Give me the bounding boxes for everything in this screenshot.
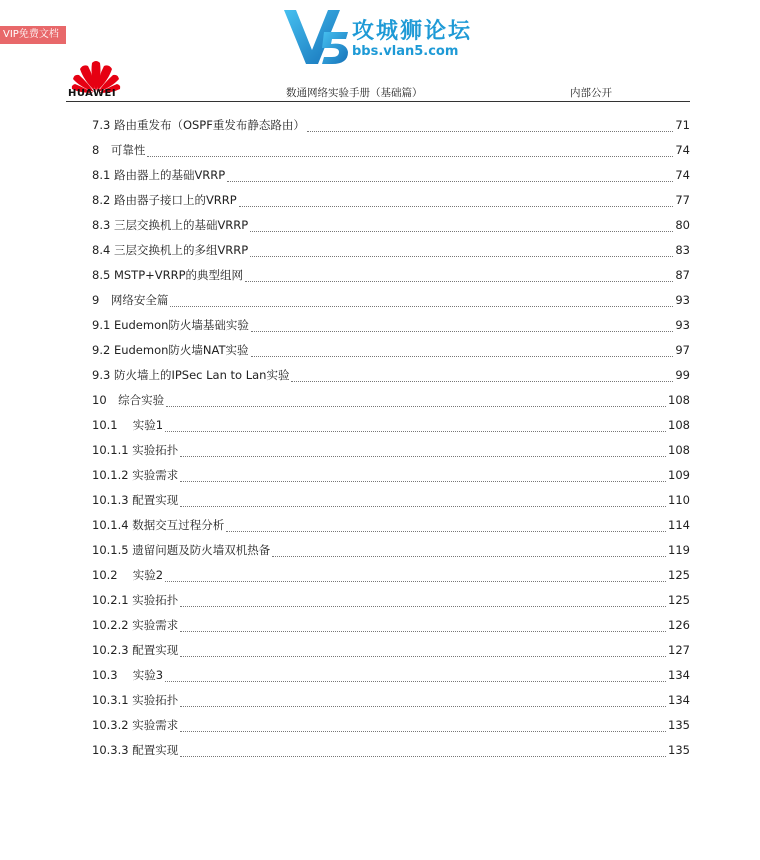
toc-dot-leader: [165, 680, 666, 682]
toc-dot-leader: [239, 205, 674, 207]
toc-entry-page: 77: [675, 193, 690, 207]
toc-dot-leader: [180, 505, 666, 507]
toc-entry[interactable]: [92, 663, 690, 688]
document-title: 数通网络实验手册（基础篇）: [286, 87, 423, 99]
toc-entry-title: 10.3.3 配置实现: [92, 743, 179, 757]
toc-entry-title: 9.2 Eudemon防火墙NAT实验: [92, 343, 249, 357]
toc-entry[interactable]: [92, 238, 690, 263]
toc-entry-title: 8.5 MSTP+VRRP的典型组网: [92, 268, 244, 282]
toc-entry-page: 108: [668, 443, 690, 457]
toc-entry[interactable]: [92, 213, 690, 238]
toc-dot-leader: [165, 430, 666, 432]
huawei-wordmark: HUAWEI: [68, 88, 117, 99]
toc-entry[interactable]: [92, 138, 690, 163]
toc-entry-page: 135: [668, 743, 690, 757]
toc-entry[interactable]: [92, 263, 690, 288]
toc-entry[interactable]: [92, 738, 690, 763]
toc-entry-page: 74: [675, 168, 690, 182]
toc-dot-leader: [180, 455, 666, 457]
toc-dot-leader: [165, 580, 666, 582]
toc-entry[interactable]: [92, 638, 690, 663]
toc-dot-leader: [251, 355, 674, 357]
toc-entry[interactable]: [92, 538, 690, 563]
toc-entry-title: 10.1.4 数据交互过程分析: [92, 518, 225, 532]
toc-entry-page: 71: [675, 118, 690, 132]
toc-entry-title: 10.1.5 遗留问题及防火墙双机热备: [92, 543, 271, 557]
toc-entry[interactable]: [92, 163, 690, 188]
table-of-contents: [92, 113, 690, 763]
toc-dot-leader: [251, 330, 673, 332]
toc-entry-title: 10.2.3 配置实现: [92, 643, 179, 657]
toc-entry[interactable]: [92, 713, 690, 738]
toc-entry-page: 87: [675, 268, 690, 282]
toc-entry-page: 135: [668, 718, 690, 732]
toc-entry-page: 110: [668, 493, 690, 507]
toc-dot-leader: [291, 380, 673, 382]
toc-entry-title: 8.1 路由器上的基础VRRP: [92, 168, 226, 182]
toc-entry-title: 10 综合实验: [92, 393, 165, 407]
toc-entry-title: 7.3 路由重发布（OSPF重发布静态路由）: [92, 118, 305, 132]
toc-entry[interactable]: [92, 613, 690, 638]
toc-entry[interactable]: [92, 413, 690, 438]
toc-dot-leader: [166, 405, 666, 407]
toc-entry-title: 8.3 三层交换机上的基础VRRP: [92, 218, 249, 232]
toc-entry[interactable]: [92, 313, 690, 338]
toc-entry-title: 10.3.1 实验拓扑: [92, 693, 179, 707]
toc-entry-page: 119: [668, 543, 690, 557]
toc-entry[interactable]: [92, 688, 690, 713]
toc-entry[interactable]: [92, 563, 690, 588]
toc-dot-leader: [250, 230, 673, 232]
toc-entry-page: 93: [675, 318, 690, 332]
toc-entry-page: 127: [668, 643, 690, 657]
toc-entry-title: 9.1 Eudemon防火墙基础实验: [92, 318, 249, 332]
toc-dot-leader: [180, 605, 666, 607]
toc-entry-page: 108: [668, 418, 690, 432]
toc-entry[interactable]: [92, 113, 690, 138]
toc-dot-leader: [147, 155, 673, 157]
toc-entry-title: 10.2.2 实验需求: [92, 618, 179, 632]
toc-entry-title: 9.3 防火墙上的IPSec Lan to Lan实验: [92, 368, 290, 382]
toc-entry-page: 97: [675, 343, 690, 357]
toc-entry[interactable]: [92, 513, 690, 538]
toc-entry[interactable]: [92, 438, 690, 463]
toc-dot-leader: [272, 555, 666, 557]
toc-dot-leader: [180, 480, 666, 482]
vip-free-badge: VIP免费文档: [0, 26, 66, 44]
toc-entry-title: 8.2 路由器子接口上的VRRP: [92, 193, 237, 207]
toc-dot-leader: [180, 705, 666, 707]
toc-dot-leader: [170, 305, 673, 307]
toc-entry-page: 134: [668, 668, 690, 682]
toc-entry-title: 10.1 实验1: [92, 418, 164, 432]
site-name: 攻城狮论坛: [352, 19, 473, 44]
toc-entry[interactable]: [92, 588, 690, 613]
toc-entry[interactable]: [92, 188, 690, 213]
toc-entry-title: 10.3.2 实验需求: [92, 718, 179, 732]
toc-entry-page: 83: [675, 243, 690, 257]
toc-entry-title: 9 网络安全篇: [92, 293, 169, 307]
toc-entry-title: 10.2 实验2: [92, 568, 164, 582]
toc-entry-page: 74: [675, 143, 690, 157]
toc-entry-title: 10.2.1 实验拓扑: [92, 593, 179, 607]
toc-entry-title: 8.4 三层交换机上的多组VRRP: [92, 243, 249, 257]
toc-entry-title: 10.1.1 实验拓扑: [92, 443, 179, 457]
toc-dot-leader: [180, 755, 666, 757]
toc-entry-title: 10.1.3 配置实现: [92, 493, 179, 507]
toc-dot-leader: [180, 730, 666, 732]
toc-dot-leader: [227, 180, 673, 182]
toc-entry-title: 10.1.2 实验需求: [92, 468, 179, 482]
toc-dot-leader: [245, 280, 673, 282]
toc-entry-page: 134: [668, 693, 690, 707]
toc-entry-page: 125: [668, 568, 690, 582]
toc-entry-page: 109: [668, 468, 690, 482]
toc-entry-page: 108: [668, 393, 690, 407]
toc-entry[interactable]: [92, 463, 690, 488]
toc-dot-leader: [307, 130, 674, 132]
toc-entry-page: 125: [668, 593, 690, 607]
toc-entry-title: 8 可靠性: [92, 143, 146, 157]
toc-entry-page: 126: [668, 618, 690, 632]
toc-entry-title: 10.3 实验3: [92, 668, 164, 682]
toc-entry-page: 93: [675, 293, 690, 307]
toc-entry-page: 80: [675, 218, 690, 232]
toc-entry-page: 114: [668, 518, 690, 532]
toc-dot-leader: [180, 655, 666, 657]
toc-entry-page: 99: [675, 368, 690, 382]
toc-entry[interactable]: [92, 338, 690, 363]
toc-entry[interactable]: [92, 363, 690, 388]
toc-entry[interactable]: [92, 388, 690, 413]
toc-entry[interactable]: [92, 488, 690, 513]
document-classification: 内部公开: [570, 87, 612, 99]
header-divider: [66, 101, 690, 102]
site-url: bbs.vlan5.com: [352, 44, 459, 59]
toc-dot-leader: [226, 530, 666, 532]
toc-entry[interactable]: [92, 288, 690, 313]
toc-dot-leader: [250, 255, 673, 257]
toc-dot-leader: [180, 630, 666, 632]
